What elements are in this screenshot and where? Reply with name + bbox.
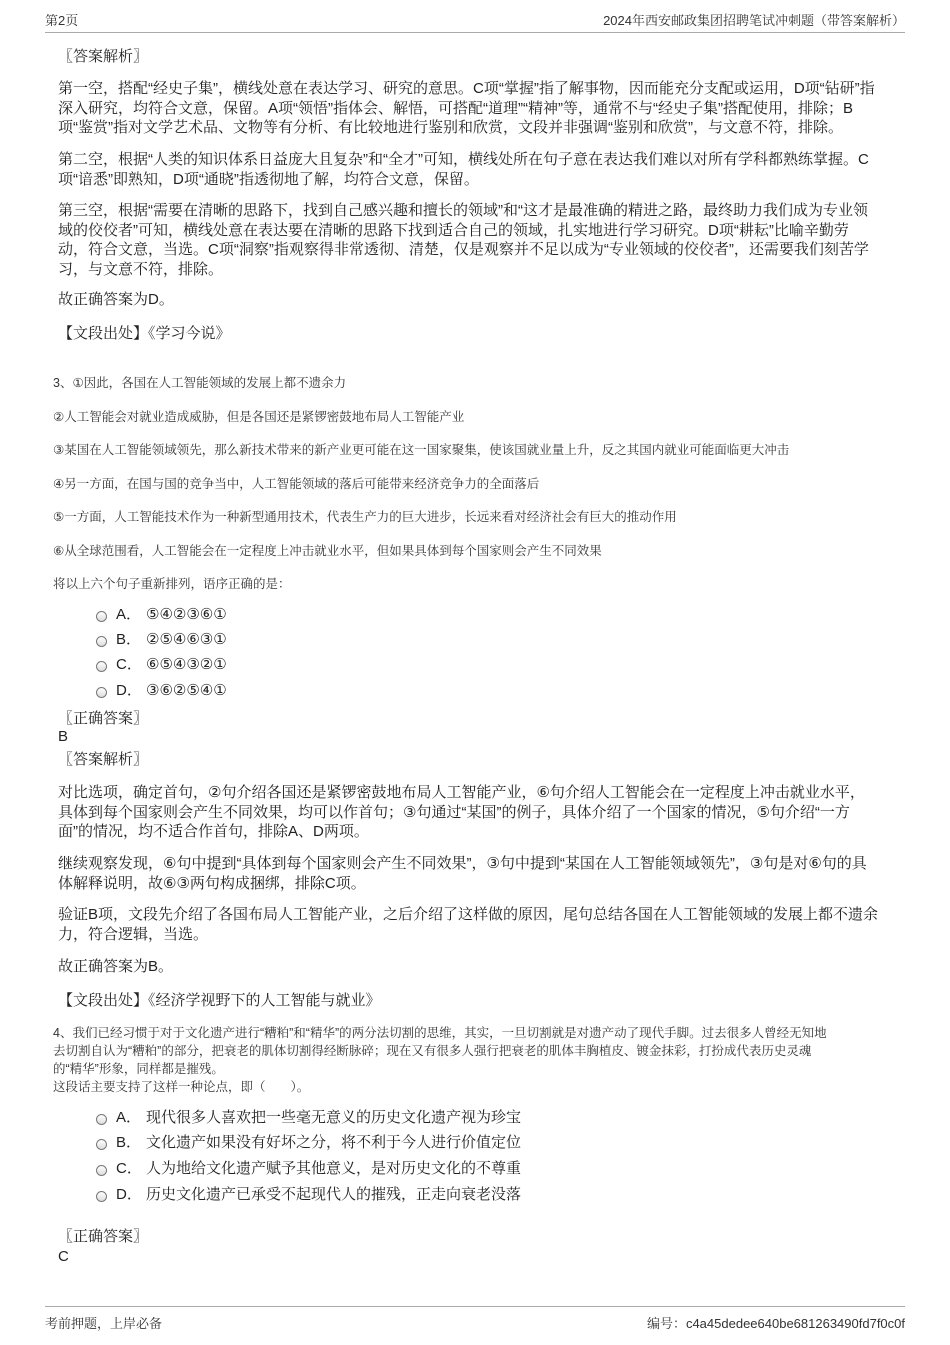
correct-answer: B	[58, 728, 69, 745]
answer-option-a[interactable]	[96, 603, 227, 624]
text-line: ③某国在人工智能领域领先，那么新技术带来的新产业更可能在这一国家聚集，使该国就业量上升，反之其国内就业可能面临更大冲击	[53, 443, 790, 457]
text-line: 4、我们已经习惯于对于文化遗产进行“糟粕”和“精华”的两分法切割的思维，其实，一旦切割就是对遗产动了现代手脚。过去很多人曾经无知地	[53, 1026, 827, 1040]
text-line: ②人工智能会对就业造成威胁，但是各国还是紧锣密鼓地布局人工智能产业	[53, 409, 465, 424]
text-line: ⑤一方面，人工智能技术作为一种新型通用技术，代表生产力的巨大进步，长远来看对经济社会有巨大的推动作用	[53, 510, 677, 524]
footer-divider	[45, 1306, 905, 1307]
answer-option-b[interactable]	[96, 628, 227, 649]
analysis-label: 〖答案解析〗	[58, 48, 149, 65]
option-letter: B．	[116, 631, 142, 648]
option-text: ⑤④②③⑥①	[146, 605, 227, 623]
text-line: 去切割自认为“糟粕”的部分，把衰老的肌体切割得经断脉碎；现在又有很多人强行把衰老的肌体丰胸植皮、镀金抹彩，打扮成代表历史灵魂	[53, 1044, 812, 1058]
text-line: ④另一方面，在国与国的竞争当中，人工智能领域的落后可能带来经济竞争力的全面落后	[53, 476, 540, 491]
radio-button-icon[interactable]	[96, 1139, 107, 1150]
text-line: 对比选项，确定首句，②句介绍各国还是紧锣密鼓地布局人工智能产业，⑥句介绍人工智能会在一定程度上冲击就业水平，	[58, 784, 865, 801]
text-line: 这段话主要支持了这样一种论点，即（ ）。	[53, 1080, 310, 1094]
document-code: 编号：c4a45dedee640be681263490fd7f0c0f	[646, 1316, 905, 1331]
option-letter: A．	[116, 1109, 142, 1126]
answer-option-d[interactable]	[96, 1183, 521, 1204]
question-3-sentences	[53, 367, 903, 602]
footer-slogan: 考前押题，上岸必备	[45, 1316, 163, 1331]
option-text: 文化遗产如果没有好坏之分，将不利于今人进行价值定位	[146, 1134, 522, 1151]
analysis-paragraph	[58, 201, 908, 279]
document-title: 2024年西安邮政集团招聘笔试冲刺题（带答案解析）	[603, 13, 905, 28]
option-text: ③⑥②⑤④①	[146, 681, 227, 699]
text-line: 继续观察发现，⑥句中提到“具体到每个国家则会产生不同效果”，③句中提到“某国在人工智能领域领先”，③句是对⑥句的具	[58, 855, 867, 872]
source: 【文段出处】《学习今说》	[58, 325, 231, 342]
source: 【文段出处】《经济学视野下的人工智能与就业》	[58, 992, 381, 1009]
text-line: ⑥从全球范围看，人工智能会在一定程度上冲击就业水平，但如果具体到每个国家则会产生不同效果	[53, 543, 602, 558]
text-line: 验证B项，文段先介绍了各国布局人工智能产业，之后介绍了这样做的原因，尾句总结各国在人工智能领域的发展上都不遗余	[58, 906, 879, 923]
text-line: 3、①因此，各国在人工智能领域的发展上都不遗余力	[53, 376, 347, 390]
conclusion: 故正确答案为B。	[58, 958, 174, 975]
radio-button-icon[interactable]	[96, 1165, 107, 1176]
text-line: 的“精华”形象，同样都是摧残。	[53, 1062, 224, 1076]
analysis-paragraph	[58, 150, 908, 189]
radio-button-icon[interactable]	[96, 611, 107, 622]
option-letter: C．	[116, 1160, 142, 1177]
option-letter: D．	[116, 1186, 142, 1203]
option-text: 人为地给文化遗产赋予其他意义，是对历史文化的不尊重	[146, 1160, 522, 1177]
option-letter: D．	[116, 682, 142, 699]
option-text: ②⑤④⑥③①	[146, 630, 227, 648]
text-line: 具体到每个国家则会产生不同效果，均可以作首句；③句通过“某国”的例子，具体介绍了一个国家的情况，⑤句介绍“一方	[58, 803, 850, 821]
answer-option-b[interactable]	[96, 1131, 521, 1152]
text-line: 动，符合文意，当选。C项“洞察”指观察得非常透彻、清楚，仅是观察并不足以成为“专业领域的佼佼者”，还需要我们刻苦学	[58, 241, 869, 258]
radio-button-icon[interactable]	[96, 1191, 107, 1202]
answer-option-a[interactable]	[96, 1106, 521, 1127]
analysis-paragraph	[58, 783, 908, 842]
header-divider	[45, 32, 905, 33]
text-line: 第二空，根据“人类的知识体系日益庞大且复杂”和“全才”可知，横线处所在句子意在表达我们难以对所有学科都熟练掌握。C	[58, 151, 869, 168]
option-text: 现代很多人喜欢把一些毫无意义的历史文化遗产视为珍宝	[146, 1109, 522, 1126]
analysis-label: 〖答案解析〗	[58, 751, 149, 768]
text-line: 项“谙悉”即熟知，D项“通晓”指透彻地了解，均符合文意，保留。	[58, 170, 479, 188]
radio-button-icon[interactable]	[96, 687, 107, 698]
text-line: 第一空，搭配“经史子集”，横线处意在表达学习、研究的意思。C项“掌握”指了解事物，因而能充分支配或运用，D项“钻研”指	[58, 80, 875, 97]
answer-option-d[interactable]	[96, 679, 227, 700]
text-line: 将以上六个句子重新排列，语序正确的是：	[53, 577, 291, 591]
radio-button-icon[interactable]	[96, 1114, 107, 1125]
radio-button-icon[interactable]	[96, 661, 107, 672]
analysis-paragraph	[58, 905, 908, 944]
page-number: 第2页	[45, 13, 79, 28]
analysis-paragraph	[58, 79, 908, 138]
text-line: 体解释说明，故⑥③两句构成捆绑，排除C项。	[58, 874, 366, 892]
option-text: 历史文化遗产已承受不起现代人的摧残，正走向衰老没落	[146, 1186, 522, 1203]
correct-answer-label: 〖正确答案〗	[58, 710, 149, 727]
correct-answer: C	[58, 1248, 69, 1265]
text-line: 深入研究，均符合文意，保留。A项“领悟”指体会、解悟，可搭配“道理”“精神”等，通常不与“经史子集”搭配使用，排除；B	[58, 99, 853, 117]
answer-option-c[interactable]	[96, 1157, 521, 1178]
question-4-stem	[53, 1024, 903, 1096]
text-line: 第三空，根据“需要在清晰的思路下，找到自己感兴趣和擅长的领域”和“这才是最准确的精进之路，最终助力我们成为专业领	[58, 202, 868, 219]
text-line: 习，与文意不符，排除。	[58, 260, 224, 278]
option-text: ⑥⑤④③②①	[146, 655, 227, 673]
text-line: 域的佼佼者”可知，横线处意在表达要在清晰的思路下找到适合自己的领域，扎实地进行学习研究。D项“耕耘”比喻辛勤劳	[58, 221, 849, 239]
conclusion: 故正确答案为D。	[58, 291, 174, 308]
analysis-paragraph	[58, 854, 908, 893]
correct-answer-label: 〖正确答案〗	[58, 1228, 149, 1245]
text-line: 力，符合逻辑，当选。	[58, 925, 209, 943]
text-line: 面”的情况，均不适合作首句，排除A、D两项。	[58, 823, 369, 840]
text-line: 项“鉴赏”指对文学艺术品、文物等有分析、有比较地进行鉴别和欣赏，文段并非强调“鉴别和欣赏”，与文意不符，排除。	[58, 119, 843, 136]
option-letter: B．	[116, 1134, 142, 1151]
option-letter: A．	[116, 606, 142, 623]
answer-option-c[interactable]	[96, 653, 227, 674]
radio-button-icon[interactable]	[96, 636, 107, 647]
option-letter: C．	[116, 656, 142, 673]
